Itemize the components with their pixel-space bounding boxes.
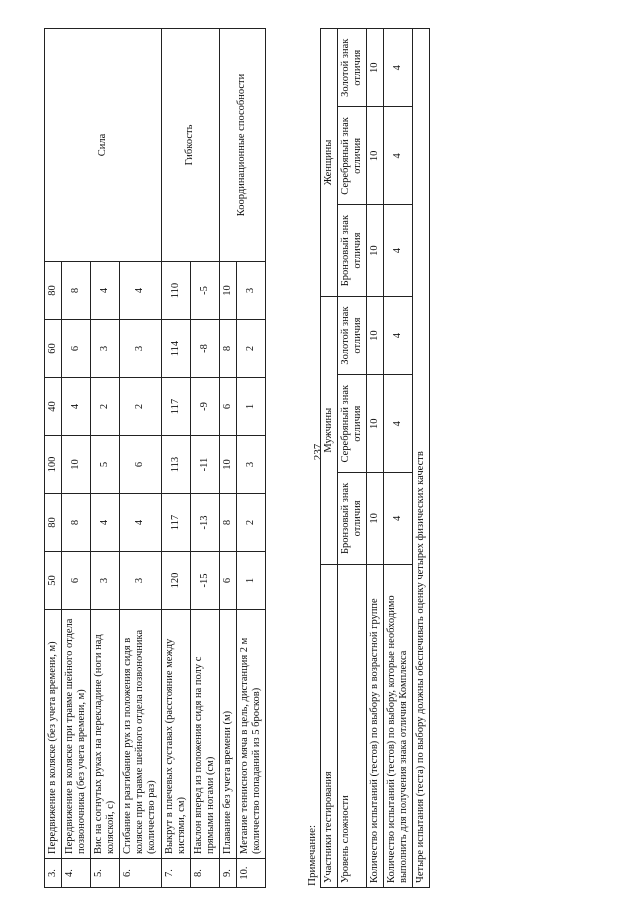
value-cell: 80 (45, 262, 62, 320)
value-cell: 2 (236, 494, 265, 552)
value-cell: 4 (91, 262, 120, 320)
value-cell: 113 (161, 436, 190, 494)
table-row (413, 29, 430, 888)
badge-header: Серебряный знак отличия (338, 107, 367, 205)
row-number: 9. (219, 859, 236, 888)
rotated-page (44, 28, 640, 888)
row-number: 8. (190, 859, 219, 888)
men-header: Мужчины (321, 296, 338, 564)
value-cell: -9 (190, 378, 219, 436)
value-cell: 10 (367, 473, 384, 565)
value-cell: 1 (236, 552, 265, 610)
value-cell: 6 (120, 436, 161, 494)
value-cell: 110 (161, 262, 190, 320)
test-name: Наклон вперед из положения сидя на полу с прямыми ногами (см) (190, 610, 219, 859)
row-number: 7. (161, 859, 190, 888)
value-cell: 5 (91, 436, 120, 494)
standards-table (44, 28, 266, 888)
value-cell: 2 (120, 378, 161, 436)
value-cell: 4 (384, 107, 413, 205)
value-cell: 8 (219, 320, 236, 378)
test-name: Передвижение в коляске при травме шейного отдела позвоночника (без учета времени, м) (62, 610, 91, 859)
test-name: Метание теннисного мяча в цель, дистанция 2 м (количество попаданий из 5 бросков) (236, 610, 265, 859)
value-cell: 3 (91, 320, 120, 378)
value-cell: 120 (161, 552, 190, 610)
note-label: Примечание: (306, 824, 318, 886)
table-row (384, 29, 413, 888)
value-cell: 6 (219, 378, 236, 436)
row-number: 3. (45, 859, 62, 888)
badge-header: Золотой знак отличия (338, 296, 367, 374)
value-cell: 2 (91, 378, 120, 436)
table-row (219, 29, 236, 888)
value-cell: 10 (367, 107, 384, 205)
value-cell: 4 (384, 29, 413, 107)
value-cell: 117 (161, 378, 190, 436)
category-flexibility: Гибкость (161, 29, 219, 262)
table-row (45, 29, 62, 888)
row-number: 4. (62, 859, 91, 888)
value-cell: 10 (219, 262, 236, 320)
table-row (338, 29, 367, 888)
value-cell: 3 (91, 552, 120, 610)
required-label: Количество испытаний (тестов) по выбору, которые необходимо выполнить для получения знака отличия Комплекса (384, 564, 413, 887)
test-name: Передвижение в коляске (без учета времени, м) (45, 610, 62, 859)
page-number-text: 237 (312, 443, 324, 461)
test-name: Сгибание и разгибание рук из положения сидя в коляске при травме шейного отдела позвоночника (количество раз) (120, 610, 161, 859)
value-cell: 10 (62, 436, 91, 494)
value-cell: 4 (91, 494, 120, 552)
value-cell: 10 (367, 375, 384, 473)
test-name: Выкрут в плечевых суставах (расстояние между кистями, см) (161, 610, 190, 859)
badge-header: Бронзовый знак отличия (338, 473, 367, 565)
value-cell: 8 (62, 494, 91, 552)
value-cell: 4 (384, 375, 413, 473)
value-cell: 10 (367, 296, 384, 374)
value-cell: 1 (236, 378, 265, 436)
value-cell: -11 (190, 436, 219, 494)
value-cell: 8 (62, 262, 91, 320)
value-cell: -13 (190, 494, 219, 552)
value-cell: 10 (367, 205, 384, 297)
badge-header: Серебряный знак отличия (338, 375, 367, 473)
note-table (320, 28, 430, 888)
value-cell: 4 (384, 205, 413, 297)
value-cell: 117 (161, 494, 190, 552)
category-coordination: Координационные способности (219, 29, 265, 262)
women-header: Женщины (321, 29, 338, 297)
value-cell: 3 (236, 436, 265, 494)
value-cell: 2 (236, 320, 265, 378)
value-cell: 3 (120, 320, 161, 378)
value-cell: 6 (62, 320, 91, 378)
test-name: Вис на согнутых руках на перекладине (ноги над коляской, с) (91, 610, 120, 859)
value-cell: 4 (384, 473, 413, 565)
value-cell: 8 (219, 494, 236, 552)
category-strength: Сила (45, 29, 162, 262)
row-number: 6. (120, 859, 161, 888)
value-cell: 60 (45, 320, 62, 378)
value-cell: -8 (190, 320, 219, 378)
value-cell: 40 (45, 378, 62, 436)
value-cell: -5 (190, 262, 219, 320)
footer-note: Четыре испытания (теста) по выбору должны обеспечивать оценку четырех физических качеств (413, 29, 430, 888)
value-cell: 4 (384, 296, 413, 374)
table-row (161, 29, 190, 888)
value-cell: 3 (236, 262, 265, 320)
value-cell: 3 (120, 552, 161, 610)
test-name: Плавание без учета времени (м) (219, 610, 236, 859)
participants-label: Участники тестирования (321, 564, 338, 887)
table-row (367, 29, 384, 888)
value-cell: 10 (219, 436, 236, 494)
table-row (321, 29, 338, 888)
value-cell: 6 (62, 552, 91, 610)
value-cell: -15 (190, 552, 219, 610)
value-cell: 100 (45, 436, 62, 494)
tests-count-label: Количество испытаний (тестов) по выбору в возрастной группе (367, 564, 384, 887)
value-cell: 50 (45, 552, 62, 610)
value-cell: 4 (120, 262, 161, 320)
badge-header: Бронзовый знак отличия (338, 205, 367, 297)
value-cell: 10 (367, 29, 384, 107)
badge-header: Золотой знак отличия (338, 29, 367, 107)
value-cell: 80 (45, 494, 62, 552)
difficulty-label: Уровень сложности (338, 564, 367, 887)
row-number: 10. (236, 859, 265, 888)
row-number: 5. (91, 859, 120, 888)
value-cell: 4 (120, 494, 161, 552)
value-cell: 4 (62, 378, 91, 436)
value-cell: 6 (219, 552, 236, 610)
value-cell: 114 (161, 320, 190, 378)
